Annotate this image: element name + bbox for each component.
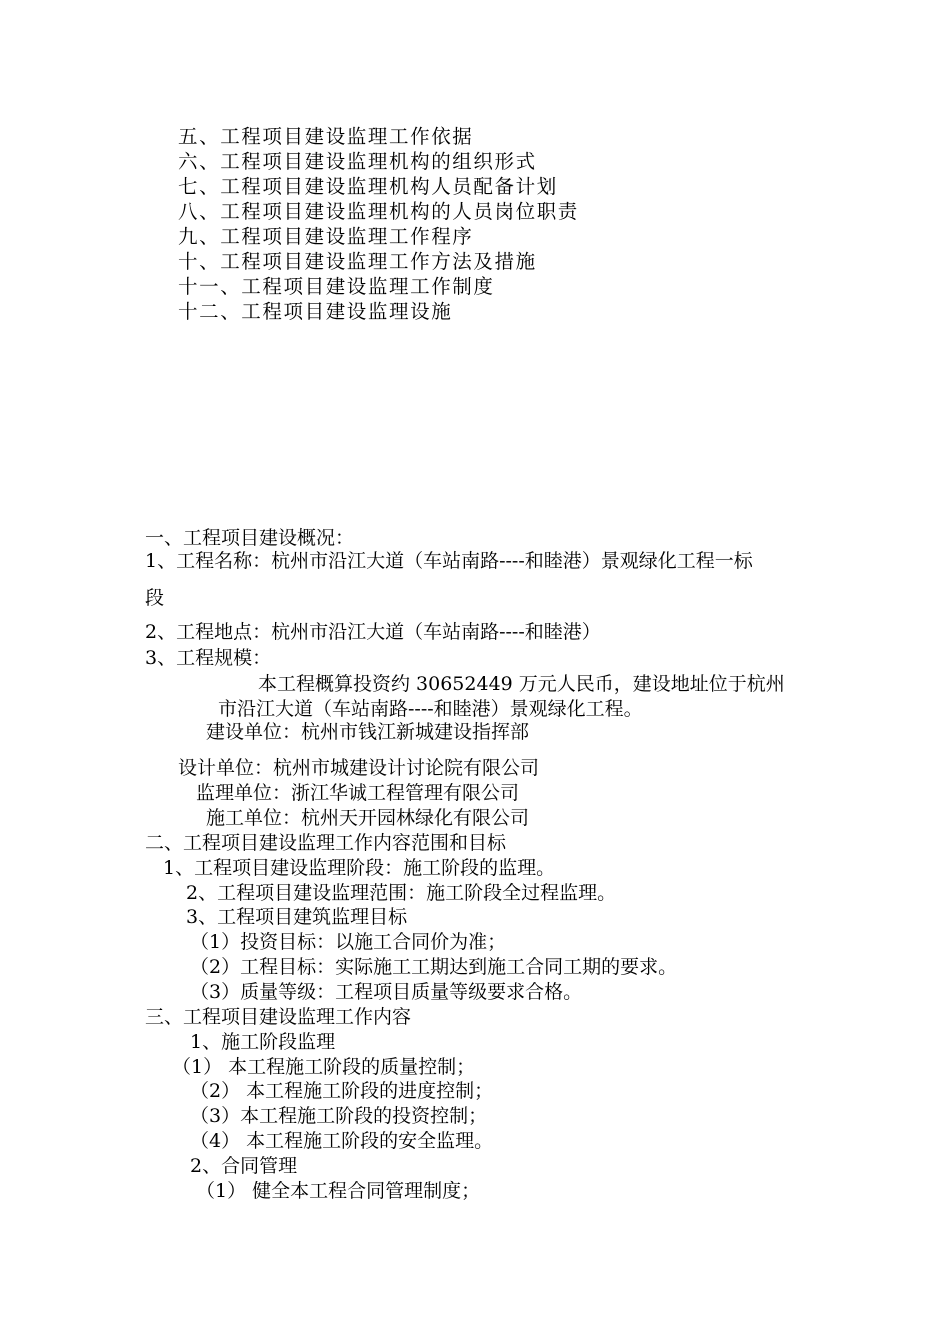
list-item: （4） 本工程施工阶段的安全监理。 [190, 1130, 494, 1152]
design-unit: 设计单位：杭州市城建设计讨论院有限公司 [178, 757, 540, 779]
project-location: 2、工程地点：杭州市沿江大道（车站南路----和睦港） [145, 621, 601, 643]
project-scale-label: 3、工程规模： [145, 647, 272, 669]
list-item: （1）投资目标：以施工合同价为准； [190, 931, 507, 953]
list-item: （1） 健全本工程合同管理制度； [196, 1180, 481, 1202]
project-name-continued: 段 [145, 587, 165, 609]
list-item: 1、工程项目建设监理阶段：施工阶段的监理。 [163, 857, 556, 879]
owner-unit: 建设单位：杭州市钱江新城建设指挥部 [206, 721, 530, 743]
toc-item-10: 十、工程项目建设监理工作方法及措施 [178, 250, 537, 273]
supervision-unit: 监理单位：浙江华诚工程管理有限公司 [196, 782, 520, 804]
list-item: （3）本工程施工阶段的投资控制； [190, 1105, 488, 1127]
list-item: 3、工程项目建筑监理目标 [186, 906, 408, 928]
list-item: 2、合同管理 [190, 1155, 298, 1177]
toc-item-6: 六、工程项目建设监理机构的组织形式 [178, 150, 537, 173]
list-item: （2）工程目标：实际施工工期达到施工合同工期的要求。 [190, 956, 678, 978]
list-item: （1） 本工程施工阶段的质量控制； [172, 1056, 476, 1078]
toc-item-11: 十一、工程项目建设监理工作制度 [178, 275, 495, 298]
toc-item-9: 九、工程项目建设监理工作程序 [178, 225, 474, 248]
project-scale-text-continued: 市沿江大道（车站南路----和睦港）景观绿化工程。 [218, 698, 643, 720]
list-item: （2） 本工程施工阶段的进度控制； [190, 1080, 494, 1102]
list-item: 2、工程项目建设监理范围：施工阶段全过程监理。 [186, 882, 617, 904]
list-item: （3）质量等级：工程项目质量等级要求合格。 [190, 981, 583, 1003]
list-item: 1、施工阶段监理 [190, 1031, 336, 1053]
construction-unit: 施工单位：杭州天开园林绿化有限公司 [206, 807, 530, 829]
section-heading: 二、工程项目建设监理工作内容范围和目标 [145, 832, 507, 854]
project-name: 1、工程名称：杭州市沿江大道（车站南路----和睦港）景观绿化工程一标 [145, 550, 753, 572]
toc-item-7: 七、工程项目建设监理机构人员配备计划 [178, 175, 558, 198]
toc-item-8: 八、工程项目建设监理机构的人员岗位职责 [178, 200, 579, 223]
section-heading: 一、工程项目建设概况： [145, 527, 355, 549]
toc-item-5: 五、工程项目建设监理工作依据 [178, 125, 474, 148]
section-heading: 三、工程项目建设监理工作内容 [145, 1006, 412, 1028]
project-scale-text: 本工程概算投资约 30652449 万元人民币，建设地址位于杭州 [258, 673, 785, 695]
toc-item-12: 十二、工程项目建设监理设施 [178, 300, 453, 323]
